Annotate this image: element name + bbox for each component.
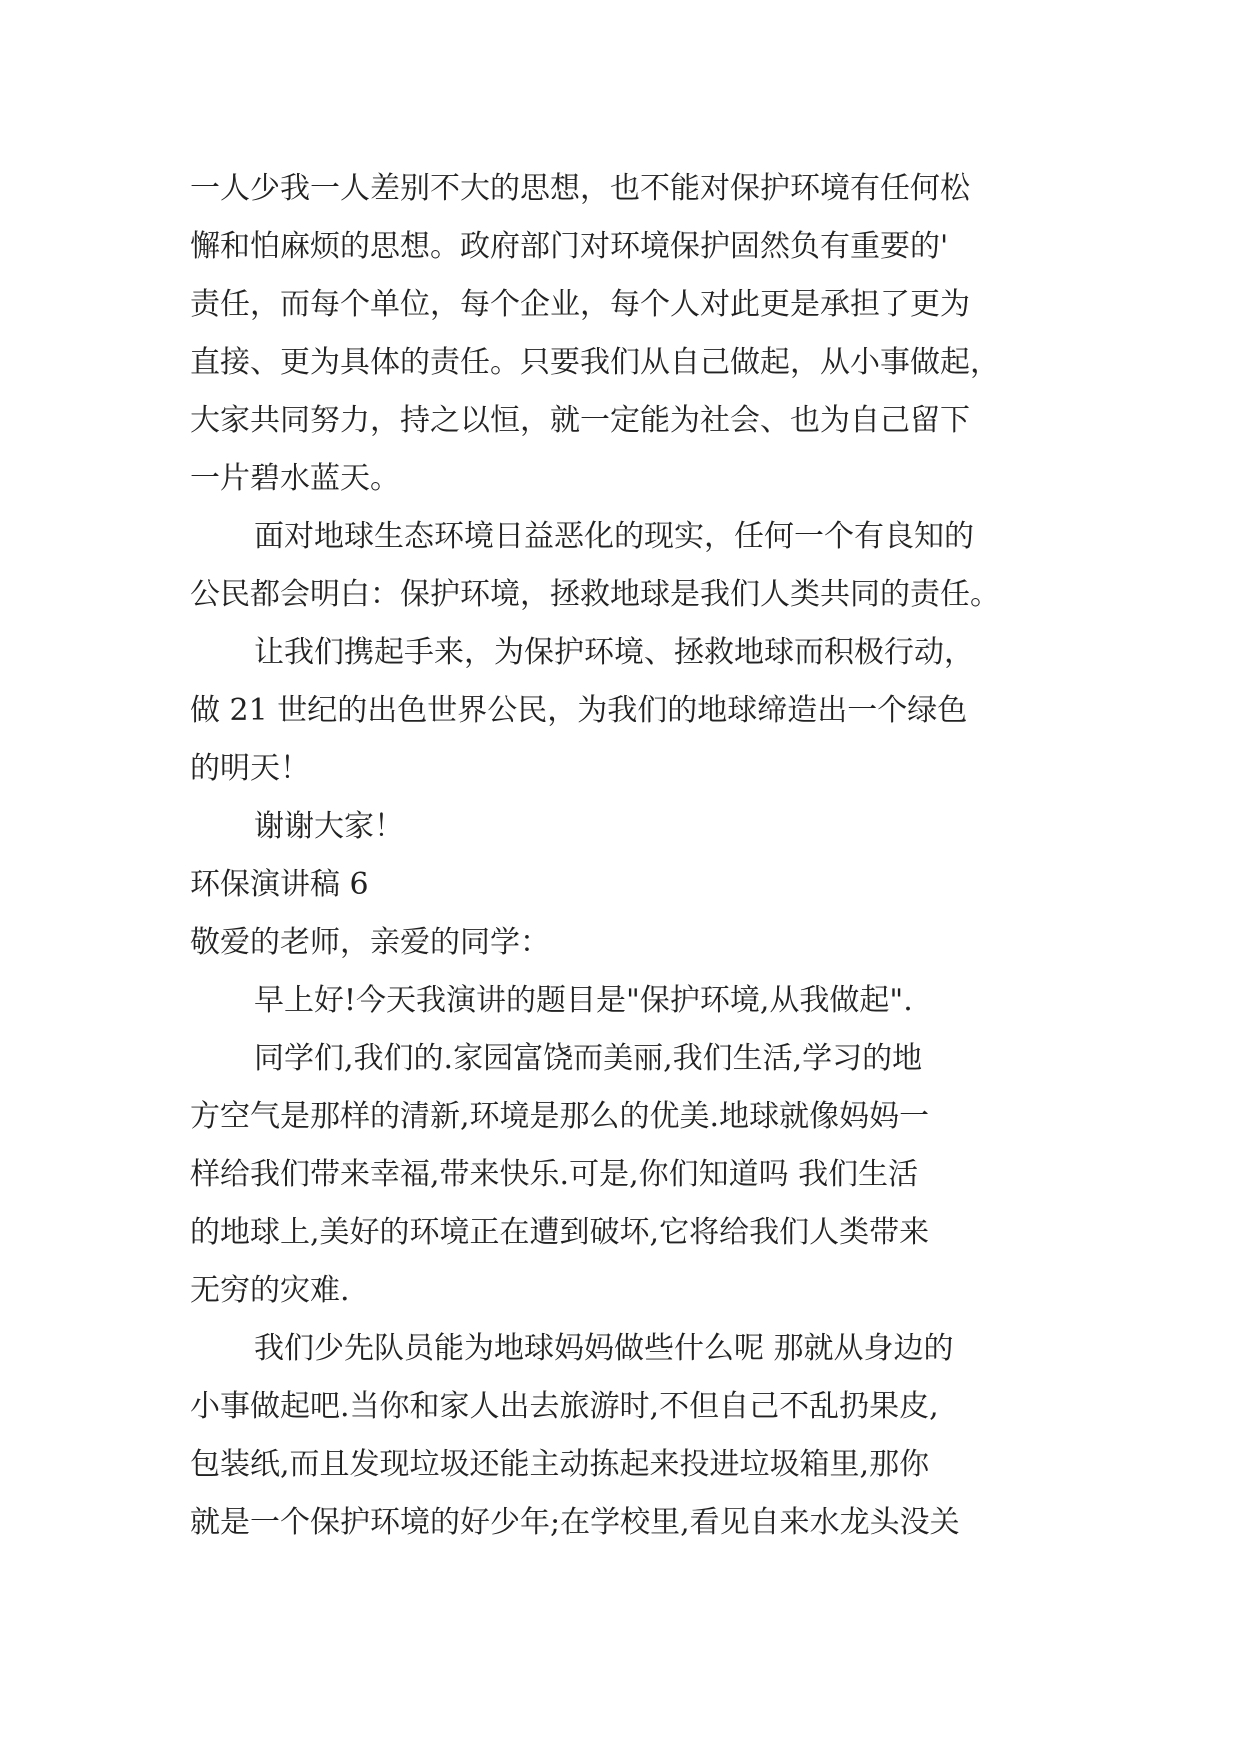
text-line: 的地球上,美好的环境正在遭到破坏,它将给我们人类带来 (190, 1215, 930, 1250)
text-line: 直接、更为具体的责任。只要我们从自己做起，从小事做起， (190, 345, 1000, 380)
text-line: 责任，而每个单位，每个企业，每个人对此更是承担了更为 (190, 287, 970, 322)
salutation: 敬爱的老师，亲爱的同学： (190, 925, 550, 960)
paragraph-first-line: 同学们,我们的.家园富饶而美丽,我们生活,学习的地 (254, 1041, 923, 1076)
text-line: 大家共同努力，持之以恒，就一定能为社会、也为自己留下 (190, 403, 970, 438)
paragraph-first-line: 早上好!今天我演讲的题目是"保护环境,从我做起". (254, 983, 913, 1018)
text-line: 懈和怕麻烦的思想。政府部门对环境保护固然负有重要的' (190, 229, 949, 264)
paragraph-first-line: 面对地球生态环境日益恶化的现实，任何一个有良知的 (254, 519, 974, 554)
paragraph-first-line: 我们少先队员能为地球妈妈做些什么呢 那就从身边的 (254, 1331, 954, 1366)
text-line: 一人少我一人差别不大的思想，也不能对保护环境有任何松 (190, 171, 970, 206)
text-line: 一片碧水蓝天。 (190, 461, 400, 496)
document-body (190, 0, 1050, 1754)
text-line: 就是一个保护环境的好少年;在学校里,看见自来水龙头没关 (190, 1505, 960, 1540)
text-line: 的明天！ (190, 751, 310, 786)
text-line: 公民都会明白：保护环境，拯救地球是我们人类共同的责任。 (190, 577, 1000, 612)
text-line: 样给我们带来幸福,带来快乐.可是,你们知道吗 我们生活 (190, 1157, 919, 1192)
paragraph-first-line: 让我们携起手来，为保护环境、拯救地球而积极行动， (254, 635, 974, 670)
closing-line: 谢谢大家！ (254, 809, 404, 844)
text-line: 无穷的灾难. (190, 1273, 350, 1308)
text-line: 小事做起吧.当你和家人出去旅游时,不但自己不乱扔果皮, (190, 1389, 939, 1424)
text-line: 做 21 世纪的出色世界公民，为我们的地球缔造出一个绿色 (190, 693, 968, 728)
text-line: 方空气是那样的清新,环境是那么的优美.地球就像妈妈一 (190, 1099, 930, 1134)
text-line: 包装纸,而且发现垃圾还能主动拣起来投进垃圾箱里,那你 (190, 1447, 930, 1482)
section-title: 环保演讲稿 6 (190, 867, 369, 902)
